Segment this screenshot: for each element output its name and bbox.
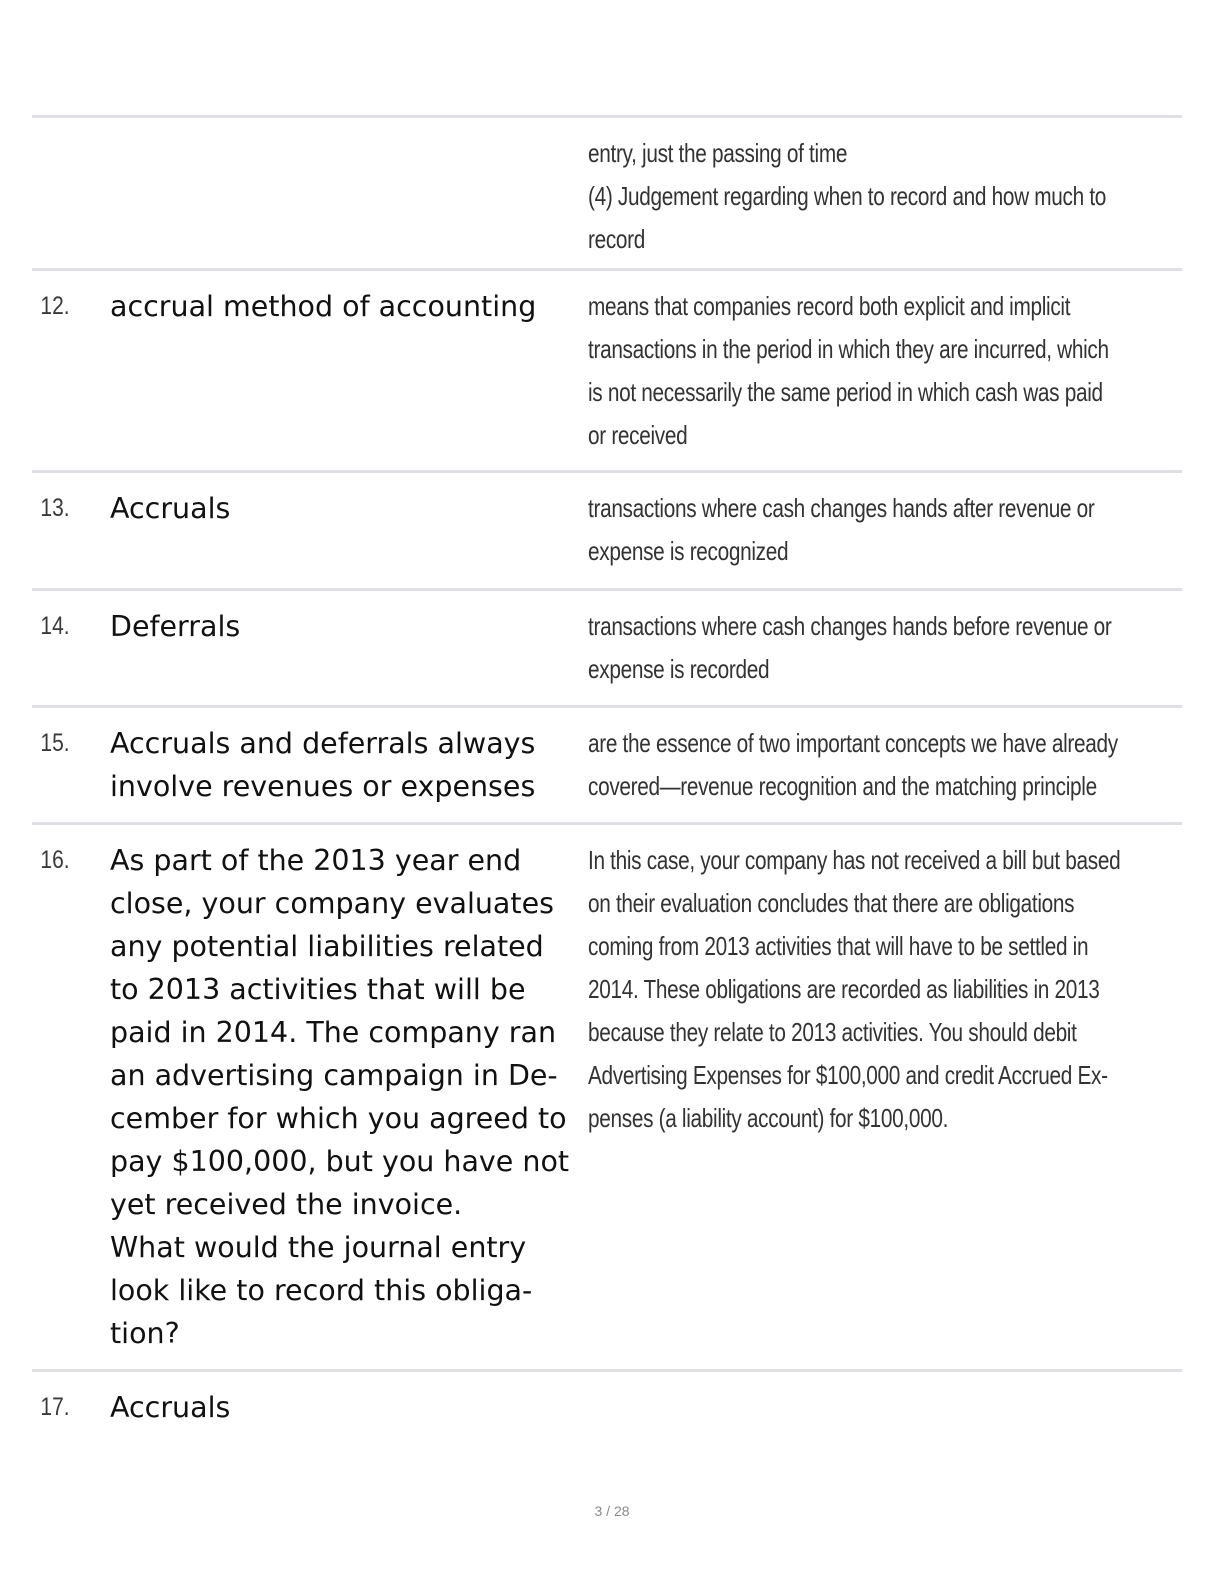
definition-line: transactions where cash changes hands after revenue or <box>588 493 1095 523</box>
definition-line: entry, just the passing of time <box>588 138 848 168</box>
term-line: Deferrals <box>110 610 241 643</box>
definition-line: covered—revenue recognition and the matching principle <box>588 771 1097 801</box>
row-number: 15. <box>40 729 70 757</box>
table-row <box>32 822 1182 1369</box>
term-line: What would the journal entry <box>110 1231 527 1264</box>
row-definition <box>588 487 1221 588</box>
definition-line: coming from 2013 activities that will have to be settled in <box>588 931 1089 961</box>
definition-line: or received <box>588 420 688 450</box>
definition-line: are the essence of two important concepts we have already <box>588 728 1118 758</box>
definition-line: transactions in the period in which they are incurred, which <box>588 334 1109 364</box>
definition-line: 2014. These obligations are recorded as liabilities in 2013 <box>588 974 1100 1004</box>
page-number: 3 / 28 <box>594 1503 630 1519</box>
row-definition <box>588 1386 1182 1449</box>
table-row <box>32 268 1182 470</box>
term-line: look like to record this obliga- <box>110 1274 533 1307</box>
term-line: Accruals <box>110 1391 231 1424</box>
row-definition <box>588 605 1224 705</box>
row-number: 17. <box>40 1393 70 1421</box>
table-row <box>32 705 1182 822</box>
term-line: yet received the invoice. <box>110 1188 463 1221</box>
table-row <box>32 1369 1182 1449</box>
row-definition <box>588 132 1224 268</box>
definition-line: on their evaluation concludes that there are obligations <box>588 888 1075 918</box>
row-definition <box>588 285 1224 470</box>
definition-line: In this case, your company has not received a bill but based <box>588 845 1121 875</box>
definition-line: penses (a liability account) for $100,000. <box>588 1103 949 1133</box>
definition-line: transactions where cash changes hands before revenue or <box>588 611 1112 641</box>
definition-line: (4) Judgement regarding when to record and how much to <box>588 181 1107 211</box>
row-number <box>32 132 98 268</box>
definition-line: Advertising Expenses for $100,000 and credit Accrued Ex- <box>588 1060 1108 1090</box>
table-row <box>32 588 1182 705</box>
term-line: an advertising campaign in De- <box>110 1059 558 1092</box>
term-line: cember for which you agreed to <box>110 1102 567 1135</box>
row-term <box>110 1386 588 1449</box>
definition-line: because they relate to 2013 activities. You should debit <box>588 1017 1077 1047</box>
row-term <box>110 839 588 1369</box>
definition-line: record <box>588 224 646 254</box>
term-line: accrual method of accounting <box>110 290 537 323</box>
row-definition <box>588 722 1224 822</box>
term-line: paid in 2014. The company ran <box>110 1016 557 1049</box>
row-number: 12. <box>40 292 70 320</box>
definition-line: expense is recognized <box>588 536 789 566</box>
row-term <box>110 285 588 470</box>
term-line: Accruals <box>110 492 231 525</box>
table-row <box>32 470 1182 588</box>
term-line: close, your company evaluates <box>110 887 554 920</box>
flashcard-table <box>32 115 1182 1449</box>
table-row <box>32 115 1182 268</box>
term-line: involve revenues or expenses <box>110 770 536 803</box>
row-definition <box>588 839 1224 1369</box>
term-line: As part of the 2013 year end <box>110 844 522 877</box>
term-line: Accruals and deferrals always <box>110 727 536 760</box>
row-term <box>110 487 588 588</box>
term-line: pay $100,000, but you have not <box>110 1145 570 1178</box>
row-term <box>110 605 588 705</box>
definition-line: means that companies record both explicit and implicit <box>588 291 1071 321</box>
row-term <box>110 722 588 822</box>
row-number: 14. <box>40 612 70 640</box>
row-number: 13. <box>40 494 70 522</box>
definition-line: expense is recorded <box>588 654 770 684</box>
term-line: to 2013 activities that will be <box>110 973 526 1006</box>
row-number: 16. <box>40 846 70 874</box>
term-line: tion? <box>110 1317 180 1350</box>
row-term <box>110 132 588 268</box>
term-line: any potential liabilities related <box>110 930 544 963</box>
definition-line: is not necessarily the same period in which cash was paid <box>588 377 1103 407</box>
